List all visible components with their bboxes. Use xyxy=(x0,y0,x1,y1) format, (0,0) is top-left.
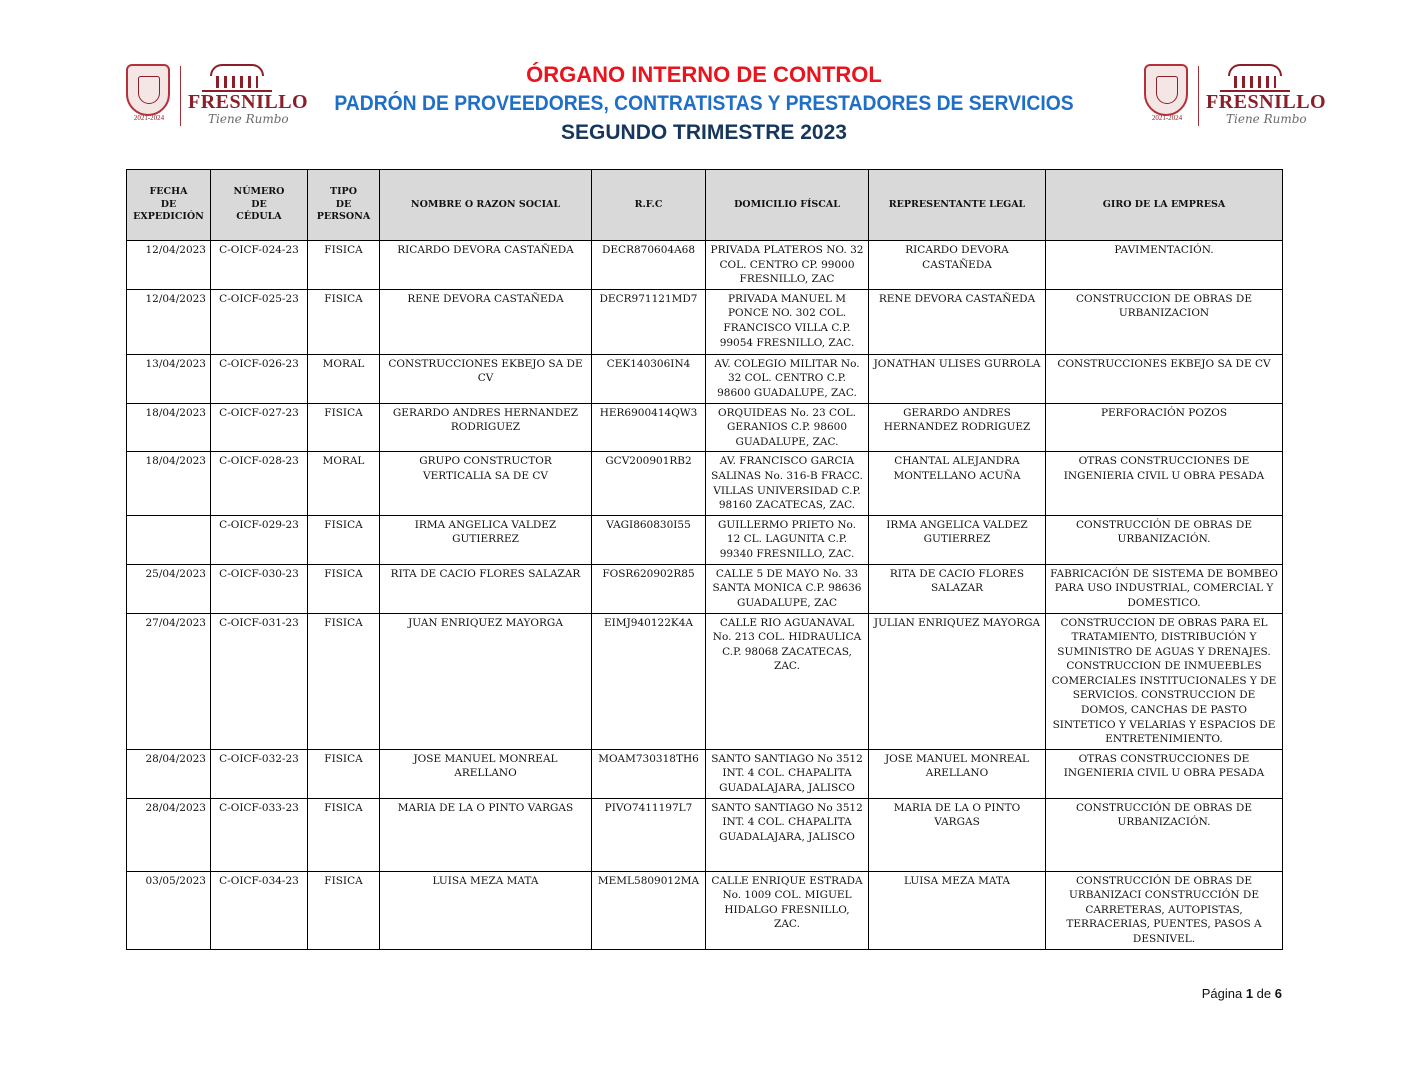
cell-rfc: DECR870604A68 xyxy=(592,241,706,290)
cell-cedula: C-OICF-029-23 xyxy=(211,515,308,564)
cell-fecha: 28/04/2023 xyxy=(127,798,211,871)
cell-fecha: 12/04/2023 xyxy=(127,289,211,354)
cell-rfc: GCV200901RB2 xyxy=(592,452,706,515)
cell-rfc: EIMJ940122K4A xyxy=(592,613,706,749)
cell-nombre: GERARDO ANDRES HERNANDEZ RODRIGUEZ xyxy=(380,403,592,452)
cell-cedula: C-OICF-026-23 xyxy=(211,354,308,403)
cell-domicilio: PRIVADA PLATEROS NO. 32 COL. CENTRO CP. 99000 FRESNILLO, ZAC xyxy=(706,241,869,290)
cell-cedula: C-OICF-027-23 xyxy=(211,403,308,452)
cell-nombre: LUISA MEZA MATA xyxy=(380,871,592,949)
cell-fecha: 28/04/2023 xyxy=(127,749,211,798)
cell-tipo: FISICA xyxy=(308,749,380,798)
cell-giro: CONSTRUCCIÓN DE OBRAS DE URBANIZACI CONSTRUCCIÓN DE CARRETERAS, AUTOPISTAS, TERRACERIAS, PUENTES, PASOS A DESNIVEL. xyxy=(1046,871,1283,949)
cell-nombre: RICARDO DEVORA CASTAÑEDA xyxy=(380,241,592,290)
cell-tipo: FISICA xyxy=(308,613,380,749)
table-row xyxy=(127,354,1283,403)
table-row xyxy=(127,749,1283,798)
cell-giro: OTRAS CONSTRUCCIONES DE INGENIERIA CIVIL U OBRA PESADA xyxy=(1046,749,1283,798)
cell-fecha: 13/04/2023 xyxy=(127,354,211,403)
cell-cedula: C-OICF-025-23 xyxy=(211,289,308,354)
total-pages: 6 xyxy=(1274,986,1282,1001)
table-row xyxy=(127,403,1283,452)
cell-tipo: FISICA xyxy=(308,871,380,949)
cell-domicilio: CALLE RIO AGUANAVAL No. 213 COL. HIDRAULICA C.P. 98068 ZACATECAS, ZAC. xyxy=(706,613,869,749)
cell-fecha xyxy=(127,515,211,564)
column-header-representante: REPRESENTANTE LEGAL xyxy=(869,170,1046,241)
current-page: 1 xyxy=(1245,986,1254,1001)
page-number xyxy=(1140,986,1282,1001)
table-row xyxy=(127,241,1283,290)
cell-fecha: 18/04/2023 xyxy=(127,403,211,452)
cell-nombre: JUAN ENRIQUEZ MAYORGA xyxy=(380,613,592,749)
cell-giro: CONSTRUCCIONES EKBEJO SA DE CV xyxy=(1046,354,1283,403)
cell-domicilio: SANTO SANTIAGO No 3512 INT. 4 COL. CHAPALITA GUADALAJARA, JALISCO xyxy=(706,798,869,871)
cell-giro: FABRICACIÓN DE SISTEMA DE BOMBEO PARA USO INDUSTRIAL, COMERCIAL Y DOMESTICO. xyxy=(1046,564,1283,613)
cell-nombre: MARIA DE LA O PINTO VARGAS xyxy=(380,798,592,871)
cell-domicilio: CALLE ENRIQUE ESTRADA No. 1009 COL. MIGUEL HIDALGO FRESNILLO, ZAC. xyxy=(706,871,869,949)
cell-fecha: 25/04/2023 xyxy=(127,564,211,613)
table-row xyxy=(127,452,1283,515)
cell-domicilio: AV. COLEGIO MILITAR No. 32 COL. CENTRO C.P. 98600 GUADALUPE, ZAC. xyxy=(706,354,869,403)
cell-representante: MARIA DE LA O PINTO VARGAS xyxy=(869,798,1046,871)
logo-years: 2021-2024 xyxy=(133,114,165,122)
cell-giro: CONSTRUCCION DE OBRAS DE URBANIZACION xyxy=(1046,289,1283,354)
cell-rfc: MOAM730318TH6 xyxy=(592,749,706,798)
cell-cedula: C-OICF-030-23 xyxy=(211,564,308,613)
column-header-tipo: TIPO DE PERSONA xyxy=(308,170,380,241)
cell-representante: GERARDO ANDRES HERNANDEZ RODRIGUEZ xyxy=(869,403,1046,452)
cell-representante: RITA DE CACIO FLORES SALAZAR xyxy=(869,564,1046,613)
logo-brand: FRESNILLO xyxy=(1206,91,1327,113)
cell-giro: PERFORACIÓN POZOS xyxy=(1046,403,1283,452)
page-subtitle: PADRÓN DE PROVEEDORES, CONTRATISTAS Y PRESTADORES DE SERVICIOS xyxy=(334,92,1074,115)
cell-rfc: CEK140306IN4 xyxy=(592,354,706,403)
table-row xyxy=(127,289,1283,354)
page-title: ÓRGANO INTERNO DE CONTROL xyxy=(526,62,882,87)
cell-nombre: CONSTRUCCIONES EKBEJO SA DE CV xyxy=(380,354,592,403)
cell-tipo: FISICA xyxy=(308,289,380,354)
table-row xyxy=(127,871,1283,949)
cell-nombre: IRMA ANGELICA VALDEZ GUTIERREZ xyxy=(380,515,592,564)
cell-giro: CONSTRUCCIÓN DE OBRAS DE URBANIZACIÓN. xyxy=(1046,515,1283,564)
cell-domicilio: GUILLERMO PRIETO No. 12 CL. LAGUNITA C.P. 99340 FRESNILLO, ZAC. xyxy=(706,515,869,564)
cell-domicilio: AV. FRANCISCO GARCIA SALINAS No. 316-B FRACC. VILLAS UNIVERSIDAD C.P. 98160 ZACATECAS, ZAC. xyxy=(706,452,869,515)
table-row xyxy=(127,515,1283,564)
cell-fecha: 03/05/2023 xyxy=(127,871,211,949)
cell-cedula: C-OICF-033-23 xyxy=(211,798,308,871)
cell-rfc: PIVO7411197L7 xyxy=(592,798,706,871)
providers-table xyxy=(126,169,1283,950)
cell-giro: CONSTRUCCION DE OBRAS PARA EL TRATAMIENTO, DISTRIBUCIÓN Y SUMINISTRO DE AGUAS Y DRENAJES. CONSTRUCCION DE INMUEEBLES COMERCIALES INSTITUCIONALES Y DE SERVICIOS. CONSTRUCCION DE DOMOS, CANCHAS DE PASTO SINTETICO Y VELARIAS Y ESPACIOS DE ENTRETENIMIENTO. xyxy=(1046,613,1283,749)
page-label: Página xyxy=(1201,986,1243,1001)
cell-rfc: HER6900414QW3 xyxy=(592,403,706,452)
cell-nombre: RENE DEVORA CASTAÑEDA xyxy=(380,289,592,354)
cell-giro: PAVIMENTACIÓN. xyxy=(1046,241,1283,290)
cell-giro: CONSTRUCCIÓN DE OBRAS DE URBANIZACIÓN. xyxy=(1046,798,1283,871)
cell-domicilio: SANTO SANTIAGO No 3512 INT. 4 COL. CHAPALITA GUADALAJARA, JALISCO xyxy=(706,749,869,798)
cell-cedula: C-OICF-024-23 xyxy=(211,241,308,290)
cell-tipo: FISICA xyxy=(308,564,380,613)
cell-giro: OTRAS CONSTRUCCIONES DE INGENIERIA CIVIL U OBRA PESADA xyxy=(1046,452,1283,515)
cell-rfc: MEML5809012MA xyxy=(592,871,706,949)
column-header-giro: GIRO DE LA EMPRESA xyxy=(1046,170,1283,241)
table-row xyxy=(127,564,1283,613)
cell-cedula: C-OICF-031-23 xyxy=(211,613,308,749)
cell-nombre: RITA DE CACIO FLORES SALAZAR xyxy=(380,564,592,613)
cell-tipo: FISICA xyxy=(308,515,380,564)
cell-tipo: MORAL xyxy=(308,452,380,515)
table-header-row xyxy=(127,170,1283,241)
logo-tagline: Tiene Rumbo xyxy=(208,112,289,126)
cell-tipo: FISICA xyxy=(308,241,380,290)
cell-tipo: FISICA xyxy=(308,798,380,871)
cell-fecha: 12/04/2023 xyxy=(127,241,211,290)
cell-representante: RENE DEVORA CASTAÑEDA xyxy=(869,289,1046,354)
cell-rfc: DECR971121MD7 xyxy=(592,289,706,354)
column-header-domicilio: DOMICILIO FÍSCAL xyxy=(706,170,869,241)
cell-fecha: 18/04/2023 xyxy=(127,452,211,515)
column-header-fecha: FECHA DE EXPEDICIÓN xyxy=(127,170,211,241)
cell-representante: LUISA MEZA MATA xyxy=(869,871,1046,949)
cell-cedula: C-OICF-034-23 xyxy=(211,871,308,949)
cell-representante: IRMA ANGELICA VALDEZ GUTIERREZ xyxy=(869,515,1046,564)
cell-representante: JULIAN ENRIQUEZ MAYORGA xyxy=(869,613,1046,749)
logo-brand: FRESNILLO xyxy=(188,91,309,113)
cell-representante: JOSE MANUEL MONREAL ARELLANO xyxy=(869,749,1046,798)
cell-tipo: MORAL xyxy=(308,354,380,403)
cell-nombre: GRUPO CONSTRUCTOR VERTICALIA SA DE CV xyxy=(380,452,592,515)
table-body xyxy=(127,241,1283,950)
cell-rfc: VAGI860830I55 xyxy=(592,515,706,564)
cell-representante: JONATHAN ULISES GURROLA xyxy=(869,354,1046,403)
cell-cedula: C-OICF-028-23 xyxy=(211,452,308,515)
cell-nombre: JOSE MANUEL MONREAL ARELLANO xyxy=(380,749,592,798)
cell-domicilio: CALLE 5 DE MAYO No. 33 SANTA MONICA C.P. 98636 GUADALUPE, ZAC xyxy=(706,564,869,613)
column-header-nombre: NOMBRE O RAZON SOCIAL xyxy=(380,170,592,241)
cell-rfc: FOSR620902R85 xyxy=(592,564,706,613)
logo-tagline: Tiene Rumbo xyxy=(1226,112,1307,126)
cell-domicilio: ORQUIDEAS No. 23 COL. GERANIOS C.P. 98600 GUADALUPE, ZAC. xyxy=(706,403,869,452)
cell-representante: CHANTAL ALEJANDRA MONTELLANO ACUÑA xyxy=(869,452,1046,515)
table-row xyxy=(127,798,1283,871)
period-title: SEGUNDO TRIMESTRE 2023 xyxy=(561,121,847,144)
cell-cedula: C-OICF-032-23 xyxy=(211,749,308,798)
cell-domicilio: PRIVADA MANUEL M PONCE NO. 302 COL. FRANCISCO VILLA C.P. 99054 FRESNILLO, ZAC. xyxy=(706,289,869,354)
logo-years: 2021-2024 xyxy=(1151,114,1183,122)
table-row xyxy=(127,613,1283,749)
column-header-cedula: NÚMERO DE CÉDULA xyxy=(211,170,308,241)
column-header-rfc: R.F.C xyxy=(592,170,706,241)
cell-representante: RICARDO DEVORA CASTAÑEDA xyxy=(869,241,1046,290)
cell-fecha: 27/04/2023 xyxy=(127,613,211,749)
of-label: de xyxy=(1256,986,1272,1001)
cell-tipo: FISICA xyxy=(308,403,380,452)
